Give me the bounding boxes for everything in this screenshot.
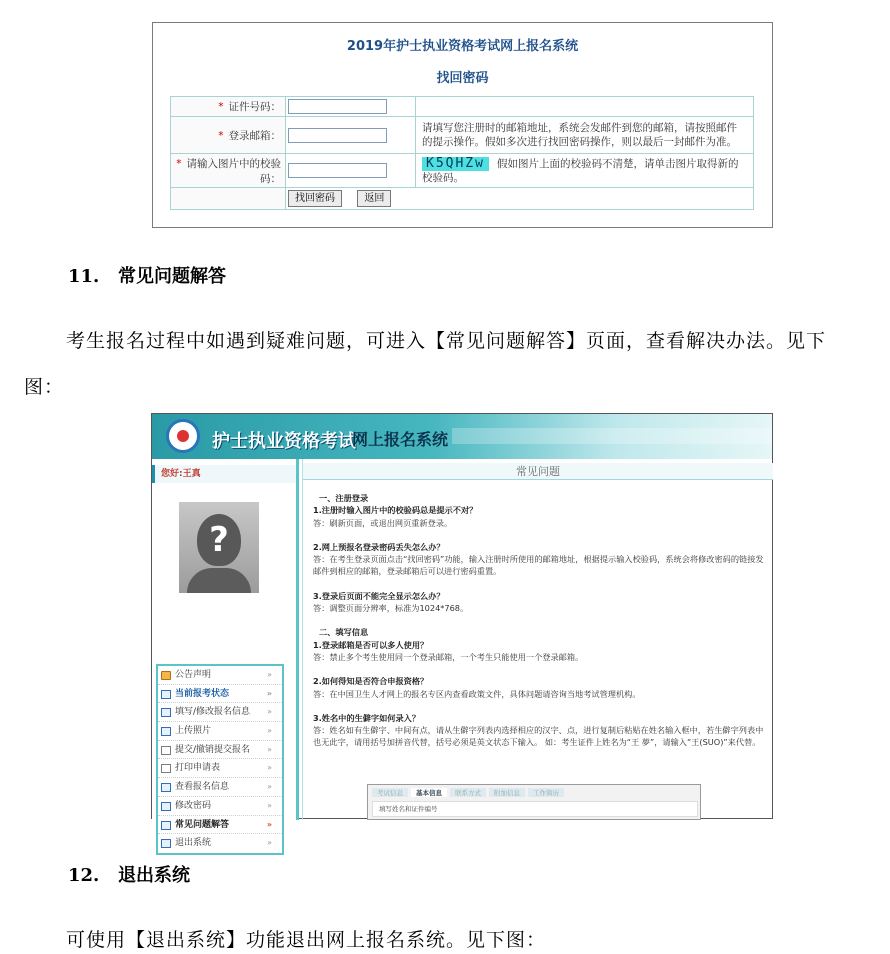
preview-form-row: 填写姓名和证件编号 (372, 801, 698, 817)
tab-basic-info[interactable]: 基本信息 (411, 788, 447, 797)
captcha-input[interactable] (288, 163, 387, 178)
list-icon (161, 783, 171, 792)
form-row-email (171, 117, 754, 154)
list-icon (161, 690, 171, 699)
faq-answer: 答：在考生登录页面点击“找回密码”功能，输入注册时所使用的邮箱地址，根据提示输入校验码，系统会将修改密码的链接发邮件到相应的邮箱，登录邮箱后可以进行密码重置。 (313, 554, 764, 577)
email-input[interactable] (288, 128, 387, 143)
paragraph-logout: 可使用【退出系统】功能退出网上报名系统。见下图： (66, 929, 547, 951)
faq-item (313, 504, 769, 529)
tab-extra-info[interactable]: 附加信息 (489, 788, 525, 797)
sidebar-item-announcement[interactable]: 公告声明 » (158, 666, 282, 685)
form-row-captcha (171, 154, 754, 188)
faq-question: 3.登录后页面不能完全显示怎么办？ (313, 590, 445, 601)
faq-answer: 答：在中国卫生人才网上的报名专区内查看政策文件，具体问题请咨询当地考试管理机构。 (313, 688, 641, 699)
section-12-heading: 12. 退出系统 (68, 865, 190, 886)
home-icon (161, 671, 171, 680)
banner-subtitle: 网上报名系统 (352, 430, 449, 449)
system-banner (152, 414, 772, 459)
retrieve-password-form (170, 96, 754, 210)
list-icon (161, 708, 171, 717)
captcha-note: 假如图片上面的校验码不清楚，请单击图片取得新的校验码。 (422, 157, 739, 184)
id-number-label: * 证件号码： (171, 97, 286, 117)
id-number-cell (286, 97, 416, 117)
section-11-heading: 11. 常见问题解答 (68, 266, 226, 287)
faq-question: 1.注册时输入图片中的校验码总是提示不对？ (313, 505, 478, 516)
faq-question: 1.登录邮箱是否可以多人使用？ (313, 639, 429, 650)
captcha-label: * 请输入图片中的校验码： (171, 154, 286, 188)
faq-item (313, 639, 769, 664)
captcha-note-cell (416, 154, 754, 188)
sidebar-item-view-info[interactable]: 查看报名信息 » (158, 778, 282, 797)
registration-form-preview (367, 784, 701, 820)
retrieve-password-figure (152, 22, 773, 228)
sidebar-item-upload-photo[interactable]: 上传照片 » (158, 722, 282, 741)
email-label: * 登录邮箱： (171, 117, 286, 154)
chevron-right-icon: » (267, 670, 272, 679)
list-icon (161, 802, 171, 811)
id-number-input[interactable] (288, 99, 387, 114)
question-mark-icon: ? (209, 520, 229, 560)
back-button[interactable]: 返回 (357, 190, 391, 207)
faq-item (313, 675, 769, 700)
sidebar-item-faq[interactable]: 常见问题解答 » (158, 816, 282, 835)
sidebar-item-submit[interactable]: 提交/撤销提交报名 » (158, 741, 282, 760)
id-number-note (416, 97, 754, 117)
chevron-right-icon: » (267, 707, 272, 717)
sidebar-item-logout[interactable]: 退出系统 » (158, 834, 282, 853)
chevron-right-icon: » (267, 726, 272, 736)
faq-answer: 答：姓名如有生僻字、中间有点，请从生僻字列表内选择相应的汉字、点，进行复制后粘贴在姓名输入框中，若生僻字列表中也无此字，请用括号加拼音代替，括号必须是英文状态下输入。 如：考生证件上姓名为“王 夢”，请输入“王(SUO)”来代替。 (313, 725, 764, 748)
faq-question: 3.姓名中的生僻字如何录入？ (313, 712, 421, 723)
banner-title: 护士执业资格考试 (212, 431, 356, 452)
faq-answer: 答：刷新页面，或退出网页重新登录。 (313, 517, 453, 528)
tab-work-history[interactable]: 工作简历 (528, 788, 564, 797)
left-sidebar (152, 459, 299, 849)
captcha-image[interactable]: K5QHZw (422, 157, 489, 171)
doc-icon (161, 764, 171, 773)
faq-item (313, 590, 769, 615)
form-row-id-number (171, 97, 754, 117)
chevron-right-icon: » (267, 744, 272, 754)
faq-answer: 答：调整页面分辨率，标准为1024*768。 (313, 603, 469, 614)
chevron-right-icon: » (267, 800, 272, 810)
sidebar-menu (156, 664, 284, 855)
sidebar-item-change-password[interactable]: 修改密码 » (158, 797, 282, 816)
tab-contact[interactable]: 联系方式 (450, 788, 486, 797)
form-row-buttons (171, 188, 754, 210)
avatar (179, 502, 259, 593)
sidebar-item-edit-info[interactable]: 填写/修改报名信息 » (158, 703, 282, 722)
list-icon (161, 727, 171, 736)
chevron-right-icon: » (266, 819, 272, 829)
chevron-right-icon: » (266, 688, 272, 698)
faq-item (313, 541, 769, 578)
faq-section-title: 一、注册登录 (319, 493, 369, 503)
faq-item (313, 712, 769, 749)
paragraph-faq-line1: 考生报名过程中如遇到疑难问题，可进入【常见问题解答】页面，查看解决办法。见下 (66, 330, 827, 352)
emblem-logo (166, 419, 200, 453)
list-icon (161, 839, 171, 848)
system-title: 2019年护士执业资格考试网上报名系统 (346, 39, 579, 54)
faq-answer: 答：禁止多个考生使用同一个登录邮箱，一个考生只能使用一个登录邮箱。 (313, 651, 584, 662)
paragraph-faq-line2: 图： (24, 376, 65, 398)
tab-exam-info[interactable]: 考试信息 (372, 788, 408, 797)
faq-section-title: 二、填写信息 (319, 627, 369, 638)
faq-question: 2.网上预报名登录密码丢失怎么办？ (313, 541, 445, 552)
page-title: 常见问题 (303, 463, 773, 480)
faq-question: 2.如何得知是否符合申报资格？ (313, 676, 429, 687)
list-icon (161, 821, 171, 830)
email-note: 请填写您注册时的邮箱地址，系统会发邮件到您的邮箱，请按照邮件的提示操作。假如多次进行找回密码操作，则以最后一封邮件为准。 (416, 117, 754, 154)
find-password-button[interactable]: 找回密码 (288, 190, 342, 207)
sidebar-item-print[interactable]: 打印申请表 » (158, 759, 282, 778)
faq-screenshot-figure (151, 413, 773, 849)
email-cell (286, 117, 416, 154)
user-greeting: 您好:王真 (152, 465, 296, 483)
preview-tabs (372, 788, 567, 799)
captcha-cell (286, 154, 416, 188)
doc-icon (161, 746, 171, 755)
chevron-right-icon: » (267, 782, 272, 792)
faq-list (313, 492, 769, 761)
sidebar-item-current-status[interactable]: 当前报考状态 » (158, 685, 282, 704)
page-subtitle: 找回密码 (436, 71, 489, 86)
chevron-right-icon: » (267, 838, 272, 848)
faq-content (302, 459, 772, 820)
chevron-right-icon: » (267, 763, 272, 773)
